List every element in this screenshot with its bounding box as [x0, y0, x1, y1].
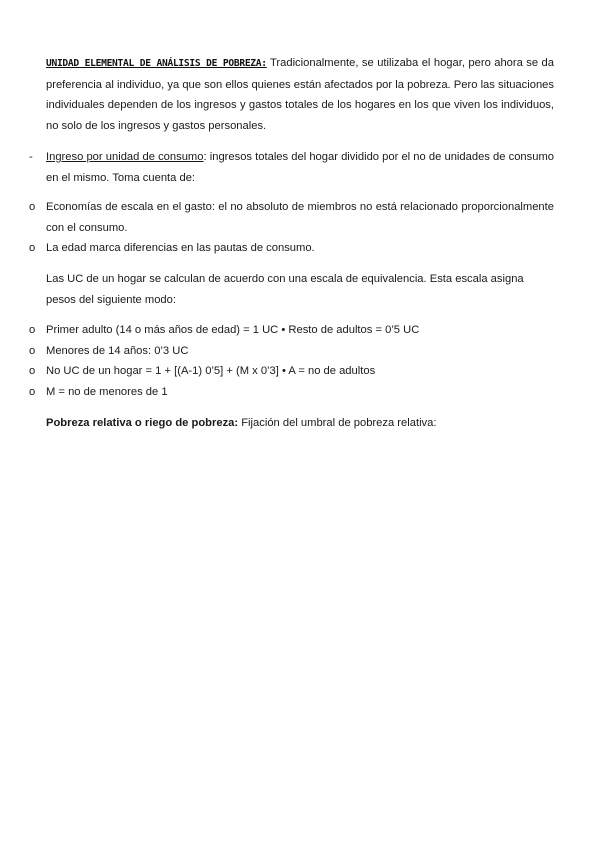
relative-paragraph	[46, 413, 554, 434]
bullet-marker: o	[29, 201, 36, 213]
weight-text: Menores de 14 años: 0’3 UC	[46, 345, 189, 357]
bullet-marker: o	[29, 324, 36, 336]
intro-title: UNIDAD ELEMENTAL DE ANÁLISIS DE POBREZA:	[46, 58, 267, 69]
weight-text: Primer adulto (14 o más años de edad) = 1 UC • Resto de adultos = 0’5 UC	[46, 324, 420, 336]
weight-text: No UC de un hogar = 1 + [(A-1) 0’5] + (M x 0’3] • A = no de adultos	[46, 365, 376, 377]
bullet-marker: o	[29, 242, 36, 254]
factor-text: Economías de escala en el gasto: el no absoluto de miembros no está relacionado proporcionalmente con el consumo.	[46, 201, 554, 234]
bullet-marker: o	[29, 365, 36, 377]
relative-title: Pobreza relativa o riego de pobreza:	[46, 417, 239, 429]
dash-marker: -	[29, 151, 33, 163]
dash-text: : ingresos totales del hogar dividido por el no de unidades de consumo en el mismo. Toma cuenta de:	[46, 151, 554, 184]
bullet-marker: o	[29, 386, 36, 398]
weight-text: M = no de menores de 1	[46, 386, 168, 398]
dash-term: Ingreso por unidad de consumo	[46, 151, 204, 163]
relative-text: Fijación del umbral de pobreza relativa:	[238, 417, 437, 429]
intro-text: Tradicionalmente, se utilizaba el hogar, pero ahora se da preferencia al individuo, ya que son ellos quienes están afectados por la pobreza. Pero las situaciones individuales dependen de los ingresos y gastos totales de los hogares en los que viven los individuos, no solo de los ingresos y gastos personales.	[46, 57, 554, 132]
uc-paragraph: Las UC de un hogar se calculan de acuerdo con una escala de equivalencia. Esta escala asigna pesos del siguiente modo:	[46, 273, 524, 306]
factor-text: La edad marca diferencias en las pautas de consumo.	[46, 242, 315, 254]
intro-paragraph	[46, 53, 554, 136]
bullet-marker: o	[29, 345, 36, 357]
